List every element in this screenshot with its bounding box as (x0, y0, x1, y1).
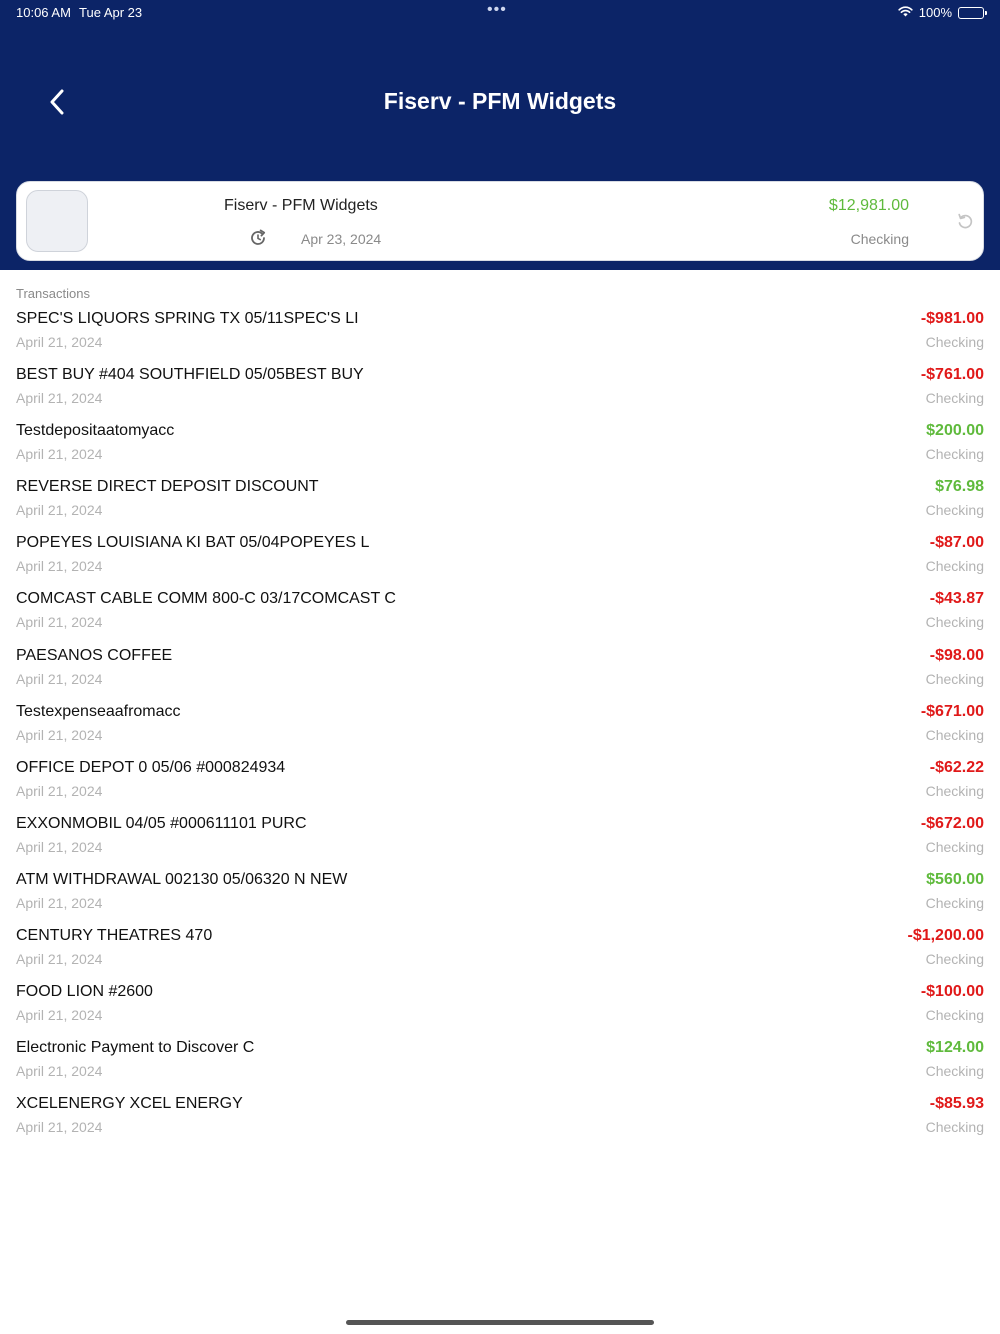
transaction-description: Electronic Payment to Discover C (16, 1039, 255, 1057)
transaction-row[interactable] (16, 869, 984, 925)
transaction-account: Checking (925, 951, 984, 968)
transaction-account: Checking (925, 1063, 984, 1080)
transaction-amount: $124.00 (926, 1039, 984, 1057)
transaction-amount: $200.00 (926, 422, 984, 440)
transaction-account: Checking (925, 726, 984, 743)
transaction-date: April 21, 2024 (16, 502, 103, 519)
account-logo (26, 190, 88, 252)
refresh-icon[interactable] (248, 228, 268, 248)
transaction-amount: -$1,200.00 (907, 927, 984, 945)
transactions-label: Transactions (16, 286, 90, 301)
transaction-date: April 21, 2024 (16, 1063, 103, 1080)
account-date: Apr 23, 2024 (301, 231, 382, 247)
transaction-account: Checking (925, 670, 984, 687)
transaction-description: OFFICE DEPOT 0 05/06 #000824934 (16, 758, 286, 776)
transaction-account: Checking (925, 614, 984, 631)
transaction-account: Checking (925, 390, 984, 407)
transaction-description: XCELENERGY XCEL ENERGY (16, 1095, 243, 1113)
transaction-amount: -$98.00 (929, 646, 984, 664)
transaction-description: PAESANOS COFFEE (16, 646, 173, 664)
transaction-row[interactable] (16, 532, 984, 588)
transaction-amount: -$671.00 (920, 702, 984, 720)
transaction-amount: -$87.00 (929, 534, 984, 552)
transaction-date: April 21, 2024 (16, 782, 103, 799)
transaction-date: April 21, 2024 (16, 558, 103, 575)
transaction-date: April 21, 2024 (16, 614, 103, 631)
transaction-account: Checking (925, 838, 984, 855)
transaction-row[interactable] (16, 1093, 984, 1149)
transaction-description: SPEC'S LIQUORS SPRING TX 05/11SPEC'S LI (16, 310, 359, 327)
transaction-row[interactable] (16, 420, 984, 476)
transaction-account: Checking (925, 334, 984, 350)
transaction-description: ATM WITHDRAWAL 002130 05/06320 N NEW (16, 870, 348, 888)
battery-icon (958, 7, 984, 19)
transaction-description: EXXONMOBIL 04/05 #000611101 PURC (16, 814, 307, 832)
transaction-description: COMCAST CABLE COMM 800-C 03/17COMCAST C (16, 590, 396, 608)
wifi-icon (898, 5, 913, 20)
transaction-amount: -$672.00 (920, 814, 984, 832)
transaction-date: April 21, 2024 (16, 1119, 103, 1136)
transaction-row[interactable] (16, 364, 984, 420)
status-date: Tue Apr 23 (79, 5, 143, 20)
transaction-date: April 21, 2024 (16, 726, 103, 743)
status-time: 10:06 AM (16, 5, 71, 20)
transaction-date: April 21, 2024 (16, 334, 103, 350)
transaction-amount: $560.00 (926, 870, 984, 888)
transaction-description: CENTURY THEATRES 470 (16, 927, 213, 945)
transaction-account: Checking (925, 1119, 984, 1136)
transaction-date: April 21, 2024 (16, 670, 103, 687)
transaction-row[interactable] (16, 925, 984, 981)
transaction-date: April 21, 2024 (16, 390, 103, 407)
transaction-amount: -$85.93 (929, 1095, 984, 1113)
account-balance: $12,981.00 (828, 197, 909, 214)
transaction-account: Checking (925, 782, 984, 799)
transaction-account: Checking (925, 1007, 984, 1024)
transaction-amount: $76.98 (935, 478, 984, 496)
transaction-account: Checking (925, 446, 984, 463)
account-card[interactable] (16, 181, 984, 261)
transaction-row[interactable] (16, 588, 984, 644)
page-title: Fiserv - PFM Widgets (383, 88, 617, 114)
home-indicator[interactable] (346, 1320, 654, 1325)
transaction-date: April 21, 2024 (16, 951, 103, 968)
transaction-row[interactable] (16, 701, 984, 757)
transaction-description: POPEYES LOUISIANA KI BAT 05/04POPEYES L (16, 534, 370, 552)
account-type: Checking (850, 231, 909, 247)
transaction-description: REVERSE DIRECT DEPOSIT DISCOUNT (16, 478, 319, 496)
transaction-description: BEST BUY #404 SOUTHFIELD 05/05BEST BUY (16, 366, 364, 384)
status-bar (0, 0, 1000, 24)
transaction-row[interactable] (16, 645, 984, 701)
multitasking-dots-icon[interactable]: ••• (487, 1, 507, 18)
transaction-description: Testexpenseaafromacc (16, 702, 181, 720)
transaction-account: Checking (925, 894, 984, 911)
transactions-list (16, 308, 984, 1149)
transaction-account: Checking (925, 558, 984, 575)
transaction-row[interactable] (16, 757, 984, 813)
transaction-date: April 21, 2024 (16, 446, 103, 463)
account-name: Fiserv - PFM Widgets (224, 197, 378, 214)
status-indicators (898, 5, 984, 20)
transaction-amount: -$761.00 (920, 366, 984, 384)
app-header (0, 0, 1000, 270)
transaction-description: Testdepositaatomyacc (16, 422, 175, 440)
transaction-date: April 21, 2024 (16, 894, 103, 911)
transaction-row[interactable] (16, 1037, 984, 1093)
transaction-description: FOOD LION #2600 (16, 983, 153, 1001)
transaction-amount: -$62.22 (929, 758, 984, 776)
transaction-row[interactable] (16, 308, 984, 364)
transaction-amount: -$43.87 (929, 590, 984, 608)
transaction-row[interactable] (16, 813, 984, 869)
transaction-account: Checking (925, 502, 984, 519)
transaction-amount: -$100.00 (920, 983, 984, 1001)
transaction-date: April 21, 2024 (16, 838, 103, 855)
transaction-date: April 21, 2024 (16, 1007, 103, 1024)
undo-icon[interactable] (955, 211, 975, 231)
transaction-row[interactable] (16, 981, 984, 1037)
battery-percent: 100% (918, 5, 952, 20)
transaction-row[interactable] (16, 476, 984, 532)
transaction-amount: -$981.00 (920, 310, 984, 327)
